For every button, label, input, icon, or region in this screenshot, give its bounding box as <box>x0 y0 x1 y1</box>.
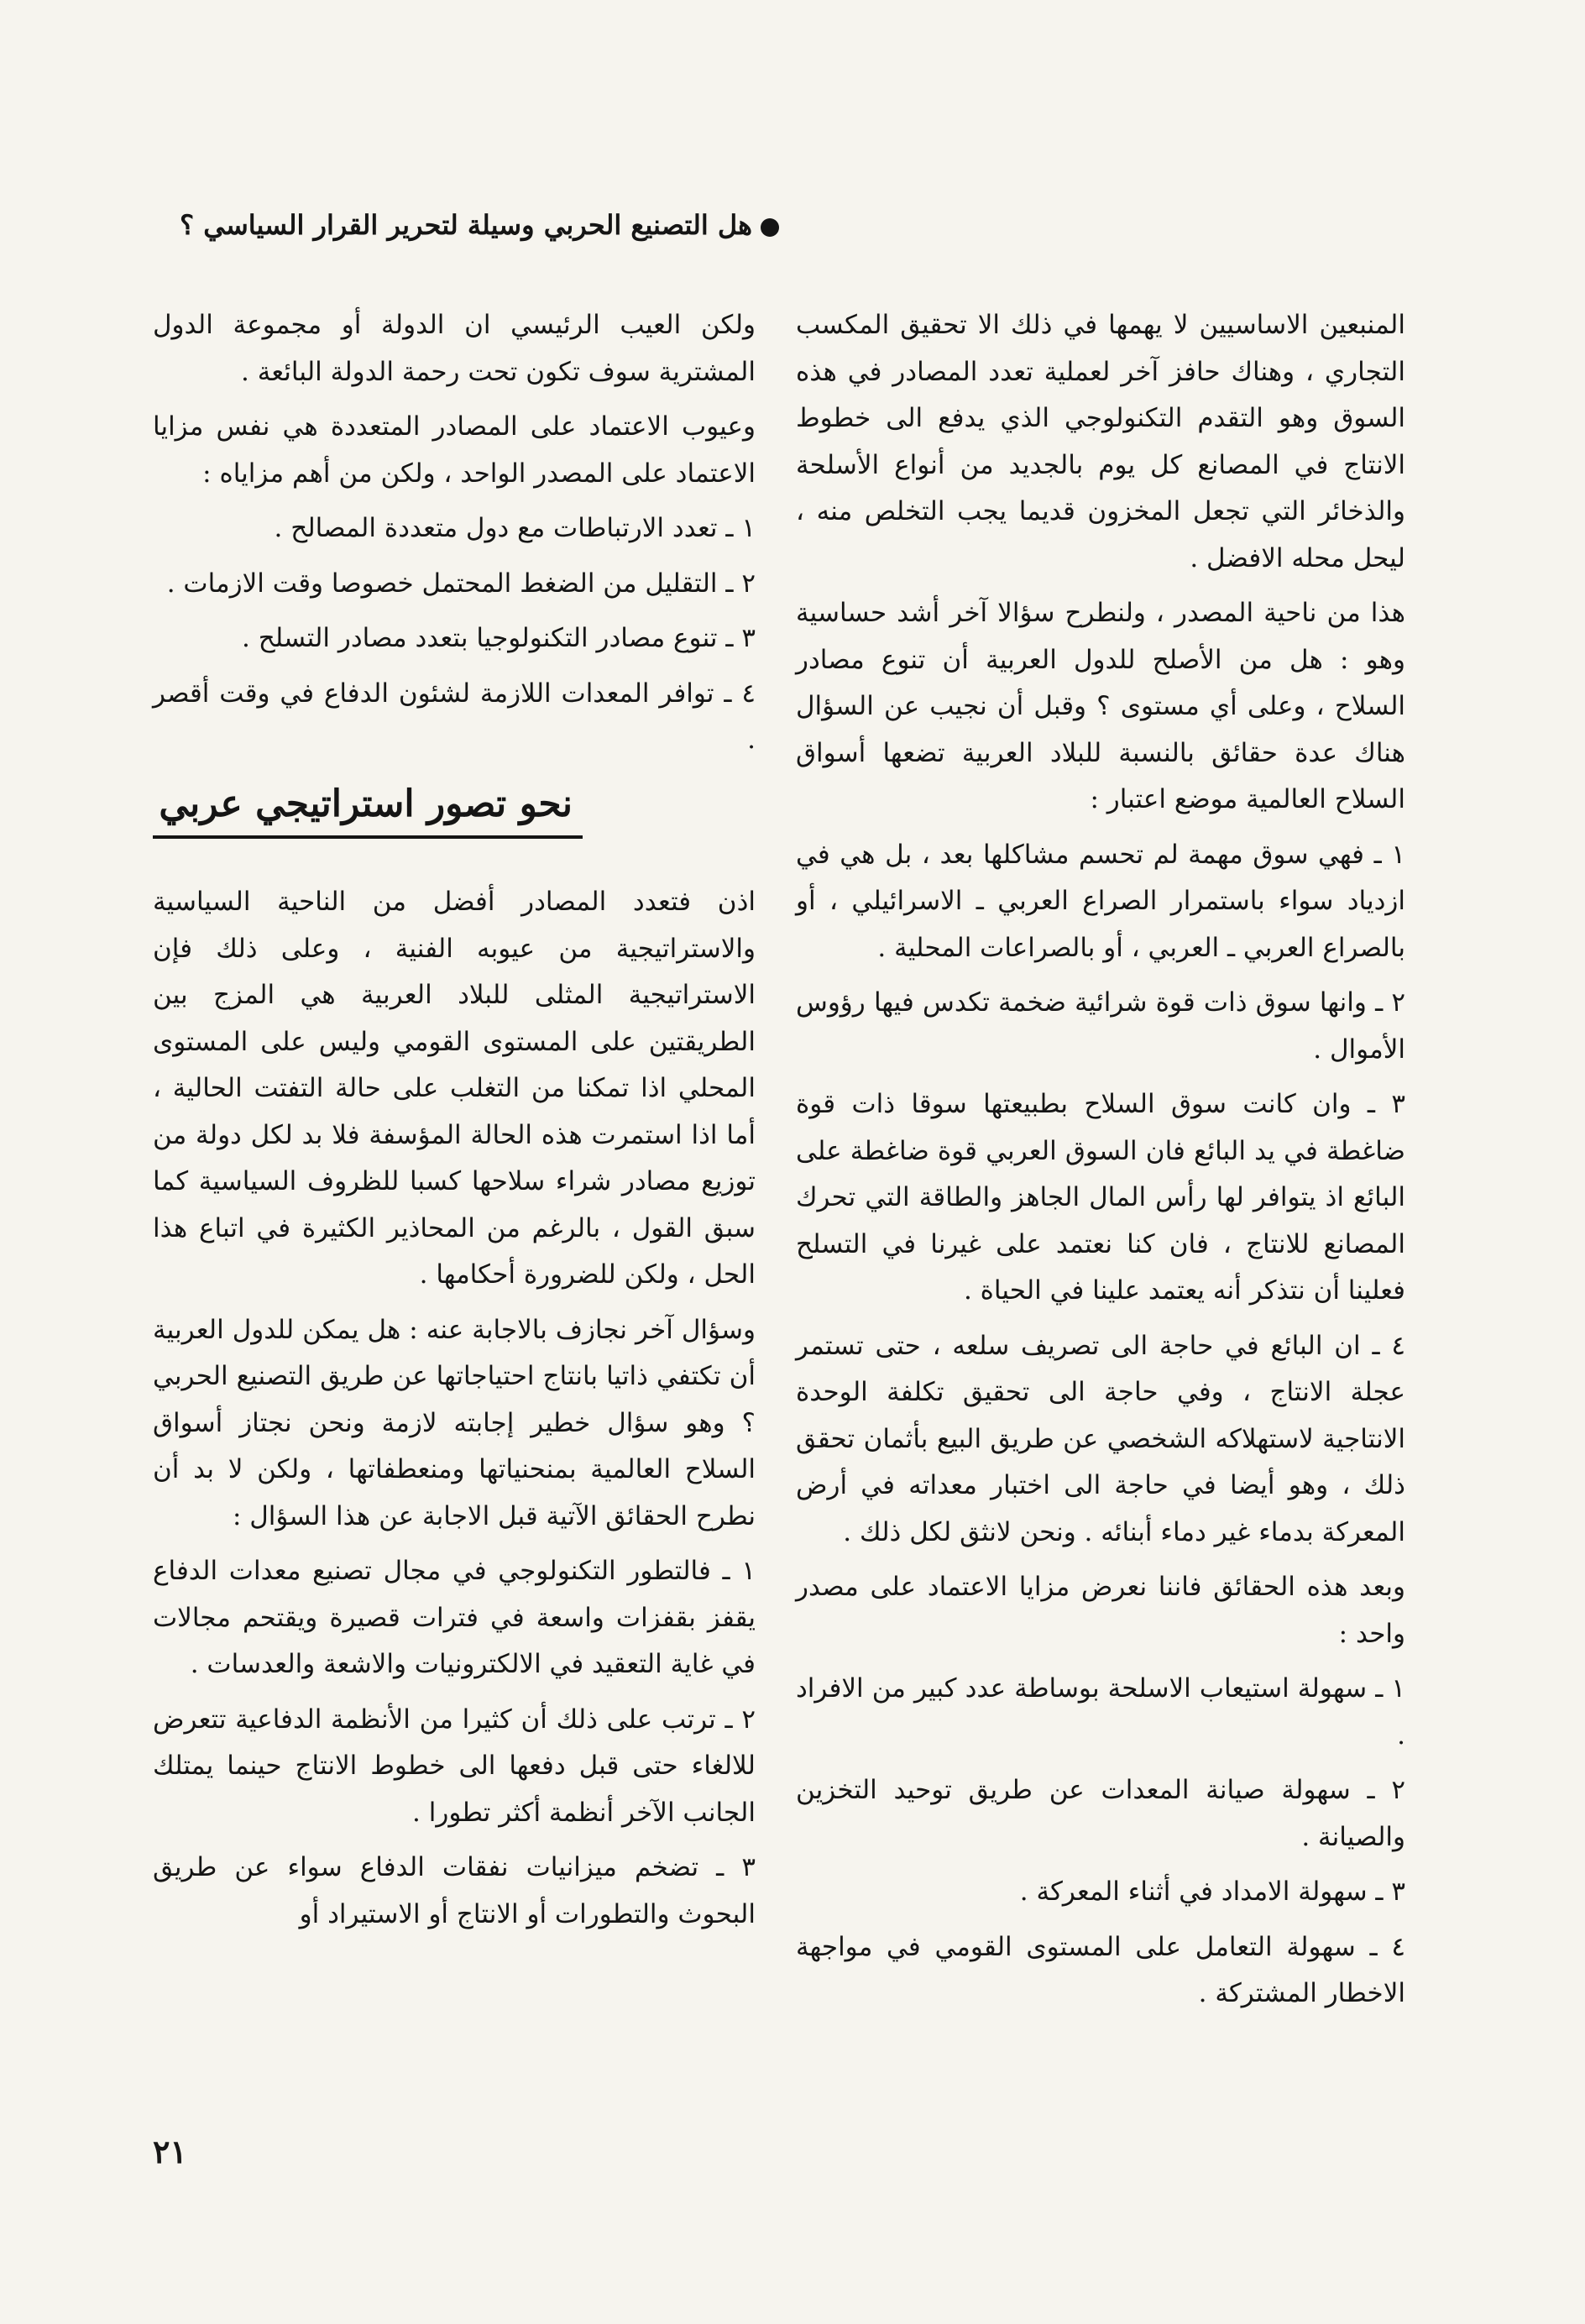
list-item: ٣ ـ تنوع مصادر التكنولوجيا بتعدد مصادر التسلح . <box>241 623 756 653</box>
page-header <box>91 208 779 242</box>
list-item: ١ ـ سهولة استيعاب الاسلحة بوساطة عدد كبير من الافراد . <box>796 1673 1405 1751</box>
list-item: ١ ـ فهي سوق مهمة لم تحسم مشاكلها بعد ، بل هي في ازدياد سواء باستمرار الصراع العربي ـ الاسرائيلي ، أو بالصراع العربي ـ العربي ، أو بالصراعات المحلية . <box>796 839 1405 963</box>
list-item: ١ ـ تعدد الارتباطات مع دول متعددة المصالح . <box>274 513 756 543</box>
paragraph: المنبعين الاساسيين لا يهمها في ذلك الا تحقيق المكسب التجاري ، وهناك حافز آخر لعملية تعدد المصادر في هذه السوق وهو التقدم التكنولوجي الذي يدفع الى خطوط الانتاج في المصانع كل يوم بالجديد من أنواع الأسلحة والذخائر التي تجعل المخزون قديما يجب التخلص منه ، ليحل محله الافضل . <box>796 310 1405 573</box>
section-title: نحو تصور استراتيجي عربي <box>153 776 583 840</box>
list-item: ٢ ـ سهولة صيانة المعدات عن طريق توحيد التخزين والصيانة . <box>796 1775 1405 1852</box>
right-column <box>796 302 1405 2026</box>
list-item: ٣ ـ وان كانت سوق السلاح بطبيعتها سوقا ذات قوة ضاغطة في يد البائع فان السوق العربي قوة ضاغطة على البائع اذ يتوافر لها رأس المال الجاهز والطاقة التي تحرك المصانع للانتاج ، فان كنا نعتمد على غيرنا في التسلح فعلينا أن نتذكر أنه يعتمد علينا في الحياة . <box>796 1089 1406 1306</box>
paragraph: اذن فتعدد المصادر أفضل من الناحية السياسية والاستراتيجية من عيوبه الفنية ، وعلى ذلك فإن الاستراتيجية المثلى للبلاد العربية هي المزج بين الطريقتين على المستوى القومي وليس على المستوى المحلي اذا تمكنا من التغلب على حالة التفتت الحالية ، أما اذا استمرت هذه الحالة المؤسفة فلا بد لكل دولة من توزيع مصادر شراء سلاحها كسبا للظروف السياسية كما سبق القول ، بالرغم من المحاذير الكثيرة في اتباع هذا الحل ، ولكن للضرورة أحكامها . <box>153 887 756 1290</box>
paragraph: هذا من ناحية المصدر ، ولنطرح سؤالا آخر أشد حساسية وهو : هل من الأصلح للدول العربية أن تنوع مصادر السلاح ، وعلى أي مستوى ؟ وقبل أن نجيب عن السؤال هناك عدة حقائق بالنسبة للبلاد العربية تضعها أسواق السلاح العالمية موضع اعتبار : <box>796 598 1405 814</box>
header-title: هل التصنيع الحربي وسيلة لتحرير القرار السياسي ؟ <box>180 209 752 241</box>
paragraph: ولكن العيب الرئيسي ان الدولة أو مجموعة الدول المشترية سوف تكون تحت رحمة الدولة البائعة . <box>153 310 756 387</box>
bullet-icon <box>761 218 779 237</box>
page-number: ٢١ <box>153 2133 187 2170</box>
list-item: ٢ ـ وانها سوق ذات قوة شرائية ضخمة تكدس فيها رؤوس الأموال . <box>796 987 1405 1065</box>
list-item: ٤ ـ سهولة التعامل على المستوى القومي في مواجهة الاخطار المشتركة . <box>796 1931 1405 2008</box>
list-item: ٤ ـ توافر المعدات اللازمة لشئون الدفاع في وقت أقصر . <box>153 678 756 755</box>
paragraph: وعيوب الاعتماد على المصادر المتعددة هي نفس مزايا الاعتماد على المصدر الواحد ، ولكن من أهم مزاياه : <box>153 411 756 489</box>
paragraph: وسؤال آخر نجازف بالاجابة عنه : هل يمكن للدول العربية أن تكتفي ذاتيا بانتاج احتياجاتها عن طريق التصنيع الحربي ؟ وهو سؤال خطير إجابته لازمة ونحن نجتاز أسواق السلاح العالمية بمنحنياتها ومنعطفاتها ، ولكن لا بد أن نطرح الحقائق الآتية قبل الاجابة عن هذا السؤال : <box>153 1314 756 1531</box>
list-item: ٣ ـ سهولة الامداد في أثناء المعركة . <box>1019 1876 1405 1907</box>
list-item: ١ ـ فالتطور التكنولوجي في مجال تصنيع معدات الدفاع يقفز بقفزات واسعة في فترات قصيرة ويقتحم مجالات في غاية التعقيد في الالكترونيات والاشعة والعدسات . <box>153 1556 756 1679</box>
list-item: ٢ ـ التقليل من الضغط المحتمل خصوصا وقت الازمات . <box>166 568 756 599</box>
left-column <box>153 302 756 1946</box>
list-item: ٢ ـ ترتب على ذلك أن كثيرا من الأنظمة الدفاعية تتعرض للالغاء حتى قبل دفعها الى خطوط الانتاج حينما يمتلك الجانب الآخر أنظمة أكثر تطورا . <box>153 1704 756 1828</box>
list-item: ٤ ـ ان البائع في حاجة الى تصريف سلعه ، حتى تستمر عجلة الانتاج ، وفي حاجة الى تحقيق تكلفة الوحدة الانتاجية لاستهلاكه الشخصي عن طريق البيع بأثمان تحقق ذلك ، وهو أيضا في حاجة الى اختبار معداته في أرض المعركة بدماء غير دماء أبنائه . ونحن لانثق لكل ذلك . <box>796 1330 1405 1547</box>
paragraph: وبعد هذه الحقائق فاننا نعرض مزايا الاعتماد على مصدر واحد : <box>796 1572 1405 1649</box>
list-item: ٣ ـ تضخم ميزانيات نفقات الدفاع سواء عن طريق البحوث والتطورات أو الانتاج أو الاستيراد أو <box>153 1852 756 1929</box>
